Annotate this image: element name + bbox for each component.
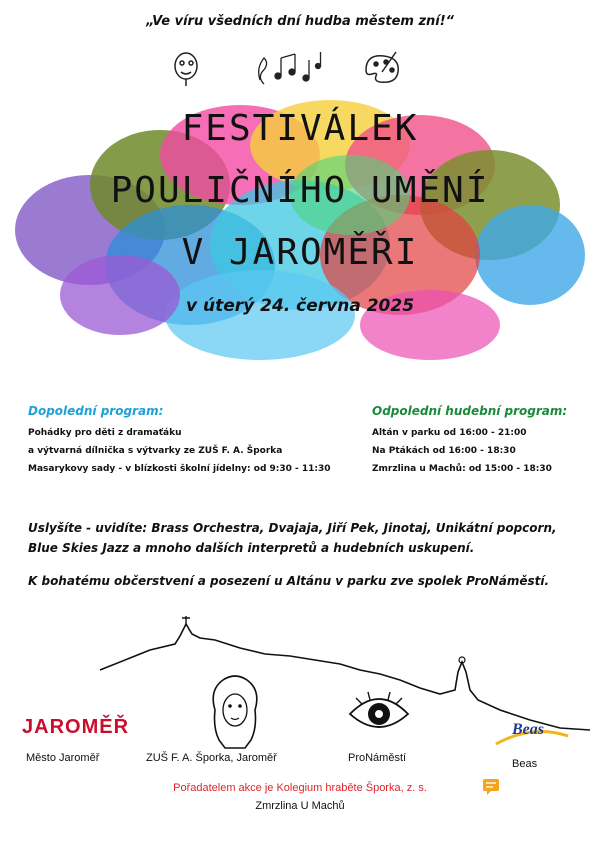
performers-text: Uslyšíte - uvidíte: Brass Orchestra, Dvajaja, Jiří Pek, Jinotaj, Unikátní popcorn, Blue Skies Jazz a mnoho dalších interpretů a hudebních uskupení. bbox=[28, 521, 557, 555]
title-line-2: POULIČNÍHO UMĚNÍ bbox=[110, 170, 490, 211]
motto: „Ve víru všedních dní hudba městem zní!“ bbox=[145, 14, 455, 29]
mask-icon bbox=[175, 53, 197, 86]
header-icons bbox=[160, 48, 440, 88]
jaromer-logo: JAROMĚŘ bbox=[22, 716, 130, 738]
music-notes-icon bbox=[259, 52, 321, 84]
pronamesti-eye-icon bbox=[346, 688, 412, 738]
morning-program-list bbox=[28, 424, 331, 478]
event-date: v úterý 24. června 2025 bbox=[185, 296, 415, 316]
morning-line: Masarykovy sady - v blízkosti školní jídelny: od 9:30 - 11:30 bbox=[28, 464, 331, 474]
zus-caption: ZUŠ F. A. Šporka, Jaroměř bbox=[146, 752, 277, 764]
morning-heading: Dopolední program: bbox=[28, 404, 164, 418]
zus-portrait-icon bbox=[205, 670, 265, 750]
footer-sponsor: Zmrzlina U Machů bbox=[255, 800, 345, 812]
afternoon-program-list bbox=[372, 424, 552, 478]
organizer-text: Pořadatelem akce je Kolegium hraběte Šporka, z. s. bbox=[173, 782, 427, 794]
beas-logo-text: Beas bbox=[512, 721, 544, 738]
beas-logo-icon bbox=[492, 714, 572, 754]
palette-icon bbox=[366, 52, 398, 82]
afternoon-heading: Odpolední hudební program: bbox=[372, 404, 568, 418]
refreshment-text: K bohatému občerstvení a posezení u Altánu v parku zve spolek ProNáměstí. bbox=[28, 574, 550, 588]
title-line-3: V JAROMĚŘI bbox=[181, 232, 419, 273]
afternoon-line: Na Ptákách od 16:00 - 18:30 bbox=[372, 446, 516, 456]
pronamesti-caption: ProNáměstí bbox=[348, 752, 407, 764]
jaromer-caption: Město Jaroměř bbox=[26, 752, 100, 764]
afternoon-line: Zmrzlina u Machů: od 15:00 - 18:30 bbox=[372, 464, 552, 474]
morning-line: a výtvarná dílnička s výtvarky ze ZUŠ F. A. Šporka bbox=[28, 446, 283, 456]
beas-caption: Beas bbox=[512, 758, 538, 770]
title-line-1: FESTIVÁLEK bbox=[181, 108, 419, 149]
afternoon-line: Altán v parku od 16:00 - 21:00 bbox=[372, 428, 527, 438]
chat-icon[interactable] bbox=[482, 778, 500, 796]
morning-line: Pohádky pro děti z dramaťáku bbox=[28, 428, 182, 438]
